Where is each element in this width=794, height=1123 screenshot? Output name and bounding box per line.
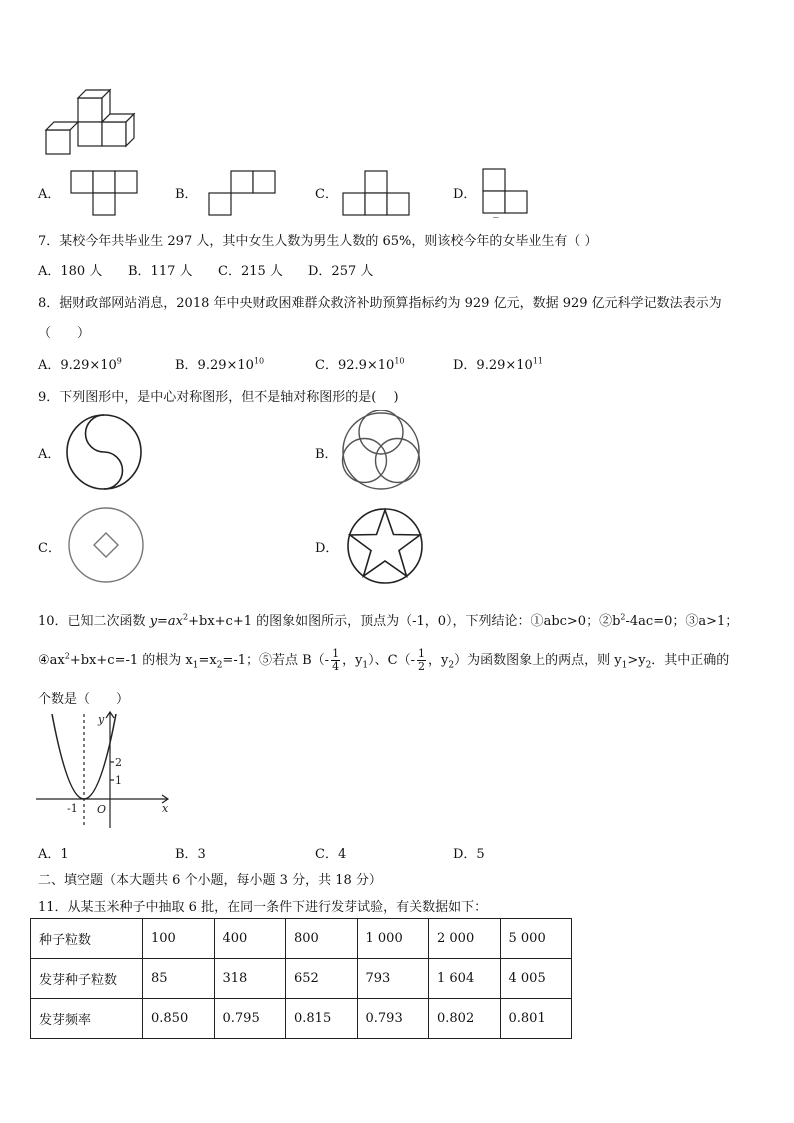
q10-frac1-num: 1: [332, 647, 340, 660]
q10-line-3: 个数是（ ）: [38, 692, 130, 707]
table-cell: 0.815: [286, 999, 358, 1039]
q10-fraction-2: [417, 648, 426, 673]
q10-sup-2: 2: [620, 612, 626, 622]
q10-text-2d: =-1；⑤若点 B（-: [222, 653, 330, 668]
q6-option-b-label: B．: [175, 187, 198, 202]
origin-label: O: [97, 803, 107, 816]
q8-option-b-exp: 10: [253, 356, 265, 366]
table-row: [31, 919, 572, 959]
table-header-cell: 发芽种子粒数: [31, 959, 143, 999]
q6-option-d-view[interactable]: [482, 168, 530, 218]
q10-text-2j: ．其中正确的: [651, 653, 730, 668]
q10-text-1d: -4ac=0；③a>1；: [625, 614, 739, 629]
table-cell: 0.801: [500, 999, 572, 1039]
q8-option-b[interactable]: [175, 354, 264, 373]
cube-stack-figure: [44, 88, 138, 156]
q6-mark: _: [493, 205, 499, 218]
q10-option-b[interactable]: B．3: [175, 847, 206, 862]
q10-text-2i: >y: [627, 653, 646, 668]
table-cell: 2 000: [429, 919, 501, 959]
q8-option-d-exp: 11: [532, 356, 543, 366]
q10-text-1b: +bx+c+1 的图象如图所示，顶点为（-1，0），下列结论：①: [188, 614, 544, 629]
table-row: [31, 999, 572, 1039]
q10-text-2g: ，y: [428, 653, 449, 668]
q7-option-a[interactable]: A．180 人: [38, 264, 103, 279]
q7-stem: 7．某校今年共毕业生 297 人，其中女生人数为男生人数的 65%，则该校今年的女毕业生有（ ）: [38, 234, 598, 249]
q10-sub-4: 2: [448, 660, 455, 671]
tick-label-2: 2: [115, 756, 122, 769]
q10-text-2e: ，y: [342, 653, 363, 668]
q10-option-a[interactable]: A．1: [38, 847, 69, 862]
q10-frac2-den: 2: [418, 660, 425, 673]
table-cell: 0.802: [429, 999, 501, 1039]
parabola-graph: [34, 708, 174, 832]
q6-option-a-label: A．: [38, 187, 61, 202]
table-cell: 318: [214, 959, 286, 999]
table-header-cell: 种子粒数: [31, 919, 143, 959]
y-axis-label: y: [98, 713, 105, 726]
q7-option-d[interactable]: D．257 人: [308, 264, 374, 279]
table-row: [31, 959, 572, 999]
q8-stem: 8．据财政部网站消息，2018 年中央财政困难群众救济补助预算指标约为 929 亿元，数据 929 亿元科学记数法表示为: [38, 296, 722, 311]
q8-option-a-text: A．9.29×10: [38, 358, 117, 373]
q10-option-d[interactable]: D．5: [453, 847, 485, 862]
q10-text-1c: abc>0；②b: [543, 614, 621, 629]
table-cell: 85: [143, 959, 215, 999]
q6-option-d-label: D．: [453, 187, 477, 202]
q7-option-c[interactable]: C．215 人: [218, 264, 283, 279]
q10-text-2h: ）为函数图象上的两点，则 y: [454, 653, 622, 668]
q10-sub-2: 2: [216, 660, 223, 671]
table-cell: 400: [214, 919, 286, 959]
q9-option-a-taiji-figure[interactable]: [64, 412, 144, 492]
x-axis-label: x: [162, 802, 169, 815]
q10-sub-6: 2: [645, 660, 652, 671]
table-cell: 1 000: [357, 919, 429, 959]
table-cell: 4 005: [500, 959, 572, 999]
q10-sub-1: 1: [192, 660, 199, 671]
q8-option-c-text: C．92.9×10: [315, 358, 395, 373]
q6-option-a-view[interactable]: [70, 170, 140, 216]
q6-option-c-view[interactable]: [342, 170, 412, 216]
q9-option-b-label: B．: [315, 447, 338, 462]
table-cell: 0.795: [214, 999, 286, 1039]
q10-func: y=ax: [149, 614, 184, 629]
table-cell: 1 604: [429, 959, 501, 999]
q9-option-d-star-figure[interactable]: [344, 506, 426, 586]
table-cell: 793: [357, 959, 429, 999]
q9-option-a-label: A．: [38, 447, 61, 462]
q9-option-c-coin-figure[interactable]: [64, 504, 148, 586]
q10-text-2b: +bx+c=-1 的根为 x: [69, 653, 193, 668]
germination-table: [30, 918, 572, 1039]
q11-stem: 11．从某玉米种子中抽取 6 批，在同一条件下进行发芽试验，有关数据如下：: [38, 900, 488, 915]
q10-fraction-1: [331, 648, 340, 673]
q10-text-1a: 10．已知二次函数: [38, 614, 150, 629]
q9-option-c-label: C．: [38, 541, 61, 556]
q10-text-2c: =x: [198, 653, 217, 668]
q10-frac1-den: 4: [332, 660, 340, 673]
q10-line-1: [38, 610, 738, 629]
q8-paren: （ ）: [38, 326, 91, 341]
q10-sup-1: 2: [183, 612, 189, 622]
q8-option-c[interactable]: [315, 354, 405, 373]
q10-sup-3: 2: [64, 651, 70, 661]
q8-option-c-exp: 10: [394, 356, 405, 366]
table-cell: 800: [286, 919, 358, 959]
table-cell: 5 000: [500, 919, 572, 959]
q10-text-2f: ）、C（-: [368, 653, 415, 668]
q10-sub-3: 1: [362, 660, 369, 671]
q10-sub-5: 1: [621, 660, 628, 671]
q7-option-b[interactable]: B．117 人: [128, 264, 193, 279]
q8-option-d-text: D．9.29×10: [453, 358, 533, 373]
q9-stem: 9．下列图形中，是中心对称图形，但不是轴对称图形的是( ): [38, 390, 399, 405]
table-cell: 652: [286, 959, 358, 999]
q8-option-a-exp: 9: [116, 356, 122, 366]
q6-option-b-view[interactable]: [208, 170, 278, 216]
q8-option-a[interactable]: [38, 354, 122, 373]
table-cell: 0.793: [357, 999, 429, 1039]
table-cell: 100: [143, 919, 215, 959]
section-title: 二、填空题（本大题共 6 个小题，每小题 3 分，共 18 分）: [38, 873, 382, 888]
table-header-cell: 发芽频率: [31, 999, 143, 1039]
q10-text-2a: ④ax: [38, 653, 65, 668]
q9-option-b-trefoil-figure[interactable]: [338, 410, 424, 492]
q8-option-d[interactable]: [453, 354, 543, 373]
q6-option-c-label: C．: [315, 187, 338, 202]
q8-option-b-text: B．9.29×10: [175, 358, 254, 373]
tick-label-1: 1: [115, 774, 122, 787]
q10-frac2-num: 1: [418, 647, 425, 660]
q10-line-2: [38, 648, 729, 673]
tick-label-neg1: -1: [67, 802, 78, 815]
q9-option-d-label: D．: [315, 541, 339, 556]
q10-option-c[interactable]: C．4: [315, 847, 347, 862]
table-cell: 0.850: [143, 999, 215, 1039]
